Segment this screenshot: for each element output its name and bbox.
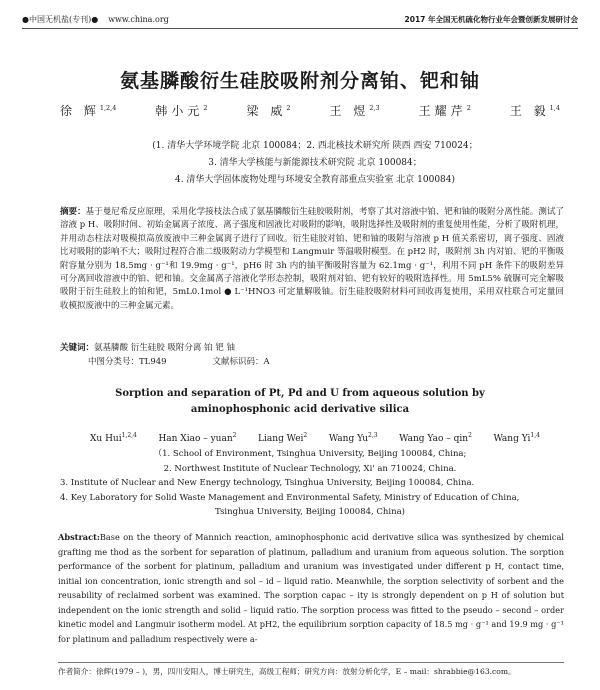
affiliation-line: (1. 清华大学环境学院 北京 100084；2. 西北核技术研究所 陕西 西安 710024； xyxy=(152,141,478,151)
author-cn: 王 毅$^{1,4}$ xyxy=(509,104,560,118)
affiliations-en xyxy=(60,447,560,520)
paper-title-en xyxy=(0,386,600,418)
author-cn: 梁 威$^2$ xyxy=(246,104,291,118)
classification-line xyxy=(88,355,270,367)
abstract-cn-text: 基于曼尼希反应原理，采用化学接枝法合成了氨基膦酸衍生硅胶吸附剂，考察了其对溶液中铂、钯和铀的吸附分离性能。测试了溶液 p H、吸附时间、初始金属离子浓度、离子强度和固液比对吸附的影响，吸附选择性及吸附剂的重复使用性能，分析了吸附机理，并用动态柱法对吸模拟高放废液中三种金属离子进行了回收。衍生硅胶对铂、钯和铀的吸附与溶液 p H 值关系密切，离子强度、固液比对吸附的影响不大；吸附过程符合准二级吸附动力学模型和 Langmuir 等温吸附模型。在 pH2 时，吸附剂 3h 内对铂、钯的平衡吸附容量分别为 18.5mg · g⁻¹和 19.9mg · g⁻¹，pH6 时 3h 内的铀平衡吸附容量为 62.1mg · g⁻¹，利用不同 pH 条件下的吸附差异可分离回收溶液中的铂、钯和铀。交金属离子溶液化学形态控制，吸附剂对铂、钯有较好的吸附选择性。用 5mL5% 硫脲可完全解吸吸附于衍生硅胶上的铂和钯，5mL0.1mol ● L⁻¹HNO3 可定量解吸铀。衍生硅胶吸附材料可回收再复使用，采用双柱联合可定量回收模拟废液中的三种金属元素。 xyxy=(60,207,564,311)
title-en-line: Sorption and separation of Pt, Pd and U from aqueous solution by xyxy=(115,388,485,399)
affiliation-en-line: （1. School of Environment, Tsinghua University, Beijing 100084, China; xyxy=(153,449,467,459)
keywords-cn-text: 氨基膦酸 衍生硅胶 吸附分离 铂 钯 铀 xyxy=(94,343,236,353)
author-en: Wang Yi$^{1,4}$ xyxy=(493,432,540,444)
author-cn: 韩小元$^2$ xyxy=(155,104,208,118)
author-cn: 徐 辉$^{1,2,4}$ xyxy=(60,104,117,118)
author-en: Wang Yao – qin$^2$ xyxy=(399,432,472,444)
author-cn: 王耀芹$^2$ xyxy=(418,104,471,118)
title-en-line: aminophosphonic acid derivative silica xyxy=(190,404,410,415)
keywords-cn xyxy=(60,341,564,353)
abstract-en xyxy=(58,530,564,646)
affiliation-line: 4. 清华大学固体废物处理与环境安全教育部重点实验室 北京 100084) xyxy=(174,175,456,185)
affiliation-en-line: 3. Institute of Nuclear and New Energy technology, Tsinghua University, Beijing 100084, China. xyxy=(60,478,475,488)
affiliation-en-line: 4. Key Laboratory for Solid Waste Management and Environmental Safety, Ministry of Education of China, xyxy=(60,492,520,503)
running-header xyxy=(22,10,578,29)
author-footnote: 作者简介：徐辉(1979 – )，男，四川安阳人，博士研究生，高级工程师；研究方向：放射分析化学，E – mail：shrabbie@163.com。 xyxy=(58,662,564,677)
author-list-en xyxy=(90,432,540,444)
affiliations-cn xyxy=(60,138,570,189)
conference-name: 2017 年全国无机硫化物行业年会暨创新发展研讨会 xyxy=(404,14,578,24)
affiliation-line: 3. 清华大学核能与新能源技术研究院 北京 100084； xyxy=(208,158,422,168)
author-en: Wang Yu$^{2,3}$ xyxy=(328,432,378,444)
paper-title-cn: 氨基膦酸衍生硅胶吸附剂分离铂、钯和铀 xyxy=(119,70,480,92)
clc-number: 中图分类号：TL949 xyxy=(88,357,167,367)
abstract-en-label: Abstract: xyxy=(58,532,100,542)
keywords-cn-label: 关键词： xyxy=(60,343,95,353)
journal-name: ●中国无机盐(专刊)● xyxy=(22,14,99,24)
author-cn: 王 煜$^{2,3}$ xyxy=(329,104,380,118)
affiliation-en-line: Tsinghua University, Beijing 100084, China) xyxy=(215,507,405,517)
journal-url: www.china.org xyxy=(108,14,169,24)
abstract-en-text: Base on the theory of Mannich reaction, aminophosphonic acid derivative silica was synthesized by chemical grafting me thod as the sorbent for separation of platinum, palladium and uranium from aqueous solution. The sorption performance of the sorbent for platinum, palladium and uranium was investigated under different p H, contact time, initial ion concentration, ionic strength and sol – id – liquid ratio. Meanwhile, the sorption selectivity of sorbent and the reusability of reclaimed sorbent was examined. The sorption capac – ity is strongly dependent on p H of solution but independent on the ionic strength and solid – liquid ratio. The sorption process was fitted to the pseudo – second – order kinetic model and Langmuir isotherm model. At pH2, the equilibrium sorption capacity of 18.5 mg · g⁻¹ and 19.9 mg · g⁻¹ for platinum and palladium respectively were a- xyxy=(58,532,564,644)
affiliation-en-line: 2. Northwest Institute of Nuclear Technology, Xi' an 710024, China. xyxy=(163,463,457,474)
author-en: Liang Wei$^2$ xyxy=(258,432,308,444)
document-code: 文献标识码：A xyxy=(212,357,270,367)
author-en: Han Xiao – yuan$^2$ xyxy=(158,432,237,444)
abstract-cn xyxy=(60,206,564,313)
author-en: Xu Hui$^{1,2,4}$ xyxy=(90,432,137,444)
abstract-cn-label: 摘要： xyxy=(60,207,86,217)
author-list-cn xyxy=(60,102,560,119)
